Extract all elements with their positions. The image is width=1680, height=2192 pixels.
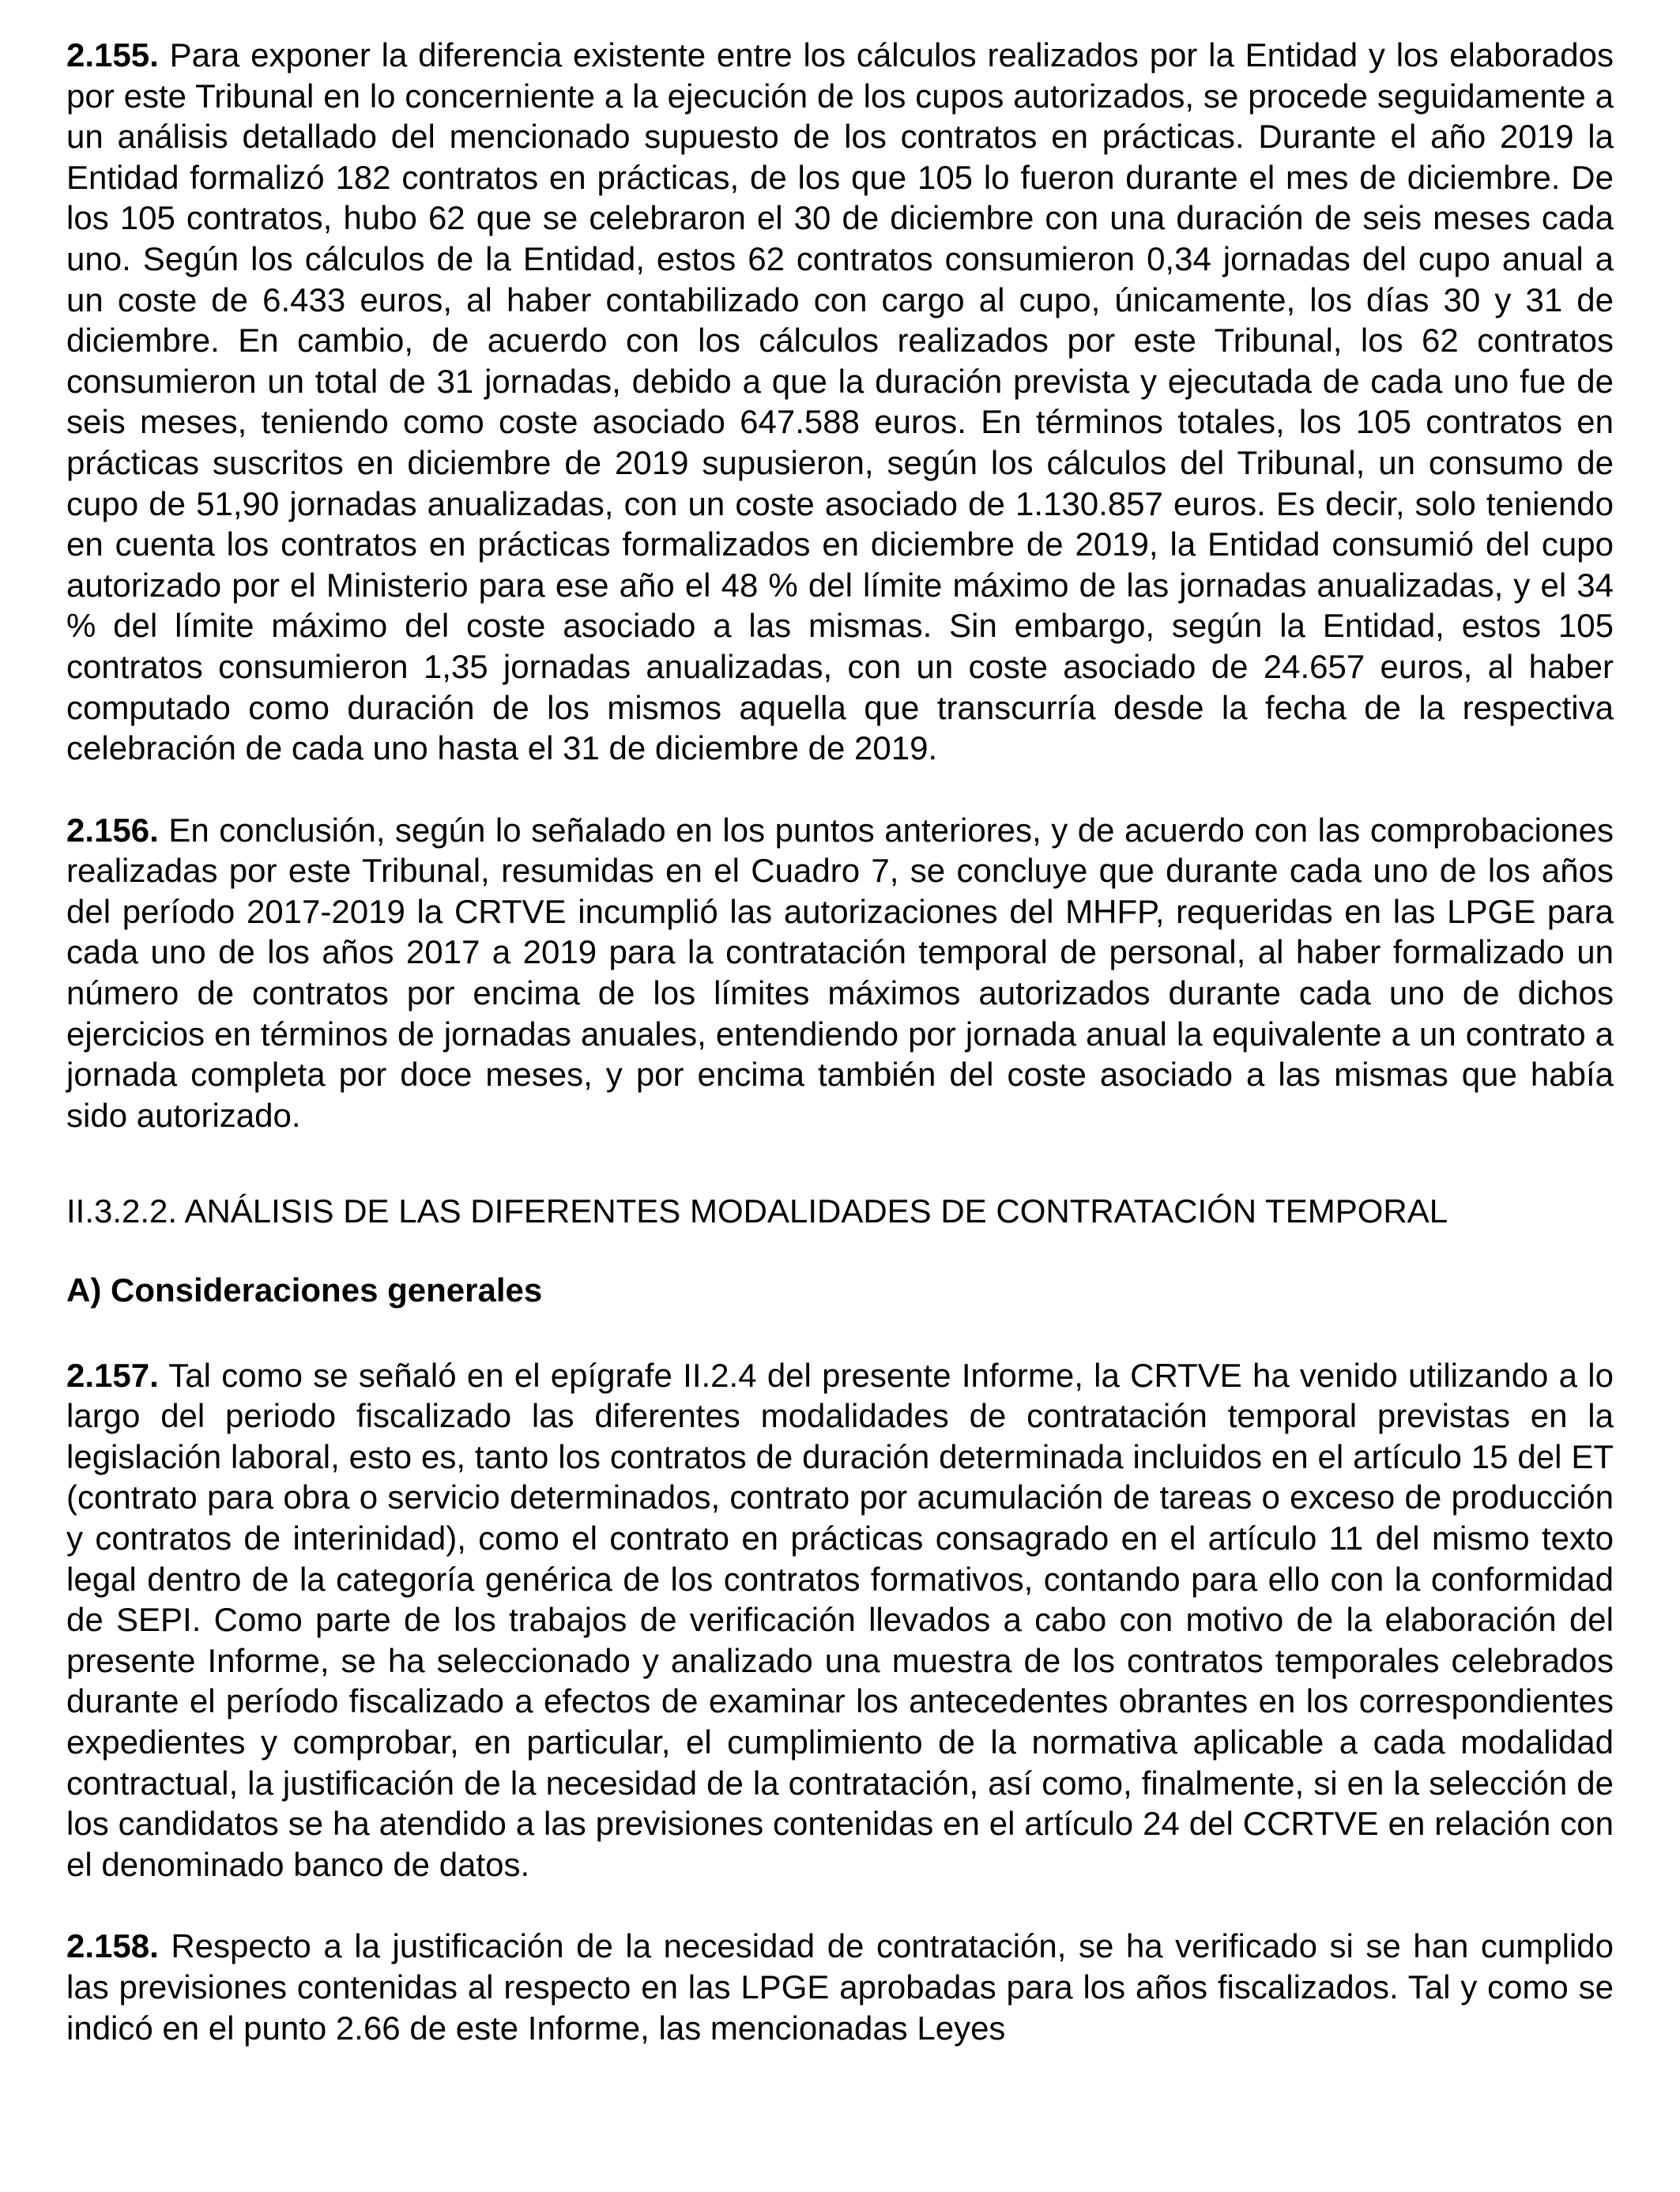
paragraph-2-157 (66, 1355, 1614, 1885)
paragraph-number: 2.156. (66, 811, 159, 849)
document-page (66, 35, 1614, 2048)
subsection-heading: A) Consideraciones generales (66, 1271, 543, 1309)
paragraph-text: Para exponer la diferencia existente entre los cálculos realizados por la Entidad y los elaborados por este Tribunal en lo concerniente a la ejecución de los cupos autorizados, se procede seguidamente a un análisis detallado del mencionado supuesto de los contratos en prácticas. Durante el año 2019 la Entidad formalizó 182 contratos en prácticas, de los que 105 lo fueron durante el mes de diciembre. De los 105 contratos, hubo 62 que se celebraron el 30 de diciembre con una duración de seis meses cada uno. Según los cálculos de la Entidad, estos 62 contratos consumieron 0,34 jornadas del cupo anual a un coste de 6.433 euros, al haber contabilizado con cargo al cupo, únicamente, los días 30 y 31 de diciembre. En cambio, de acuerdo con los cálculos realizados por este Tribunal, los 62 contratos consumieron un total de 31 jornadas, debido a que la duración prevista y ejecutada de cada uno fue de seis meses, teniendo como coste asociado 647.588 euros. En términos totales, los 105 contratos en prácticas suscritos en diciembre de 2019 supusieron, según los cálculos del Tribunal, un consumo de cupo de 51,90 jornadas anualizadas, con un coste asociado de 1.130.857 euros. Es decir, solo teniendo en cuenta los contratos en prácticas formalizados en diciembre de 2019, la Entidad consumió del cupo autorizado por el Ministerio para ese año el 48 % del límite máximo de las jornadas anualizadas, y el 34 % del límite máximo del coste asociado a las mismas. Sin embargo, según la Entidad, estos 105 contratos consumieron 1,35 jornadas anualizadas, con un coste asociado de 24.657 euros, al haber computado como duración de los mismos aquella que transcurría desde la fecha de la respectiva celebración de cada uno hasta el 31 de diciembre de 2019. (66, 36, 1614, 767)
paragraph-text: Respecto a la justificación de la necesidad de contratación, se ha verificado si se han cumplido las previsiones contenidas al respecto en las LPGE aprobadas para los años fiscalizados. Tal y como se indicó en el punto 2.66 de este Informe, las mencionadas Leyes (66, 1927, 1614, 2047)
paragraph-text: En conclusión, según lo señalado en los puntos anteriores, y de acuerdo con las comprobaciones realizadas por este Tribunal, resumidas en el Cuadro 7, se concluye que durante cada uno de los años del período 2017-2019 la CRTVE incumplió las autorizaciones del MHFP, requeridas en las LPGE para cada uno de los años 2017 a 2019 para la contratación temporal de personal, al haber formalizado un número de contratos por encima de los límites máximos autorizados durante cada uno de dichos ejercicios en términos de jornadas anuales, entendiendo por jornada anual la equivalente a un contrato a jornada completa por doce meses, y por encima también del coste asociado a las mismas que había sido autorizado. (66, 811, 1614, 1134)
paragraph-text: Tal como se señaló en el epígrafe II.2.4 del presente Informe, la CRTVE ha venido utilizando a lo largo del periodo fiscalizado las diferentes modalidades de contratación temporal previstas en la legislación laboral, esto es, tanto los contratos de duración determinada incluidos en el artículo 15 del ET (contrato para obra o servicio determinados, contrato por acumulación de tareas o exceso de producción y contratos de interinidad), como el contrato en prácticas consagrado en el artículo 11 del mismo texto legal dentro de la categoría genérica de los contratos formativos, contando para ello con la conformidad de SEPI. Como parte de los trabajos de verificación llevados a cabo con motivo de la elaboración del presente Informe, se ha seleccionado y analizado una muestra de los contratos temporales celebrados durante el período fiscalizado a efectos de examinar los antecedentes obrantes en los correspondientes expedientes y comprobar, en particular, el cumplimiento de la normativa aplicable a cada modalidad contractual, la justificación de la necesidad de la contratación, así como, finalmente, si en la selección de los candidatos se ha atendido a las previsiones contenidas en el artículo 24 del CCRTVE en relación con el denominado banco de datos. (66, 1356, 1614, 1883)
paragraph-number: 2.157. (66, 1356, 159, 1394)
paragraph-2-156 (66, 810, 1614, 1136)
paragraph-2-158 (66, 1926, 1614, 2048)
paragraph-number: 2.155. (66, 36, 159, 73)
paragraph-2-155 (66, 35, 1614, 769)
section-heading: II.3.2.2. ANÁLISIS DE LAS DIFERENTES MODALIDADES DE CONTRATACIÓN TEMPORAL (66, 1192, 1448, 1230)
paragraph-number: 2.158. (66, 1927, 159, 1965)
